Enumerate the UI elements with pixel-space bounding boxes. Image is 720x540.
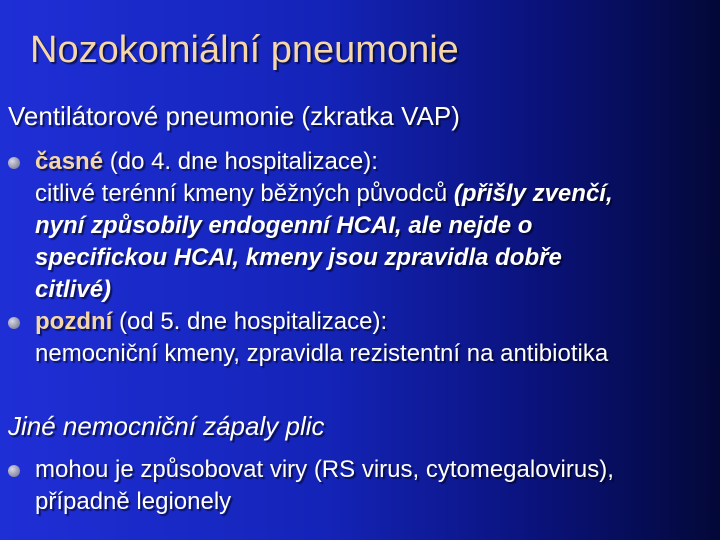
keyword-early: časné xyxy=(35,148,104,175)
bullet-list-other xyxy=(8,454,712,518)
early-description: citlivé terénní kmeny běžných původců xyxy=(35,180,454,207)
slide-title: Nozokomiální pneumonie xyxy=(30,29,459,71)
bullet-dot-icon xyxy=(8,465,20,477)
early-note-start: (přišly zvenčí, xyxy=(453,180,613,207)
early-note-line3: nyní způsobily endogenní HCAI, ale nejde o xyxy=(35,212,533,239)
early-timing: (do 4. dne hospitalizace): xyxy=(103,148,378,175)
section-heading-vap: Ventilátorové pneumonie (zkratka VAP) xyxy=(8,101,460,131)
bullet-dot-icon xyxy=(8,317,20,329)
keyword-late: pozdní xyxy=(35,308,113,335)
late-description: nemocniční kmeny, zpravidla rezistentní na antibiotika xyxy=(35,340,609,367)
other-line1: mohou je způsobovat viry (RS virus, cytomegalovirus), xyxy=(35,456,614,483)
bullet-list-vap xyxy=(8,146,712,370)
other-line2: případně legionely xyxy=(35,488,232,515)
bullet-dot-icon xyxy=(8,157,20,169)
bullet-other-causes xyxy=(8,454,712,518)
early-note-line5: citlivé) xyxy=(35,276,112,303)
section-heading-other: Jiné nemocniční zápaly plic xyxy=(8,411,325,441)
late-timing: (od 5. dne hospitalizace): xyxy=(112,308,388,335)
bullet-early-vap xyxy=(8,146,712,306)
early-note-line4: specifickou HCAI, kmeny jsou zpravidla dobře xyxy=(35,244,562,271)
bullet-late-vap xyxy=(8,306,712,370)
